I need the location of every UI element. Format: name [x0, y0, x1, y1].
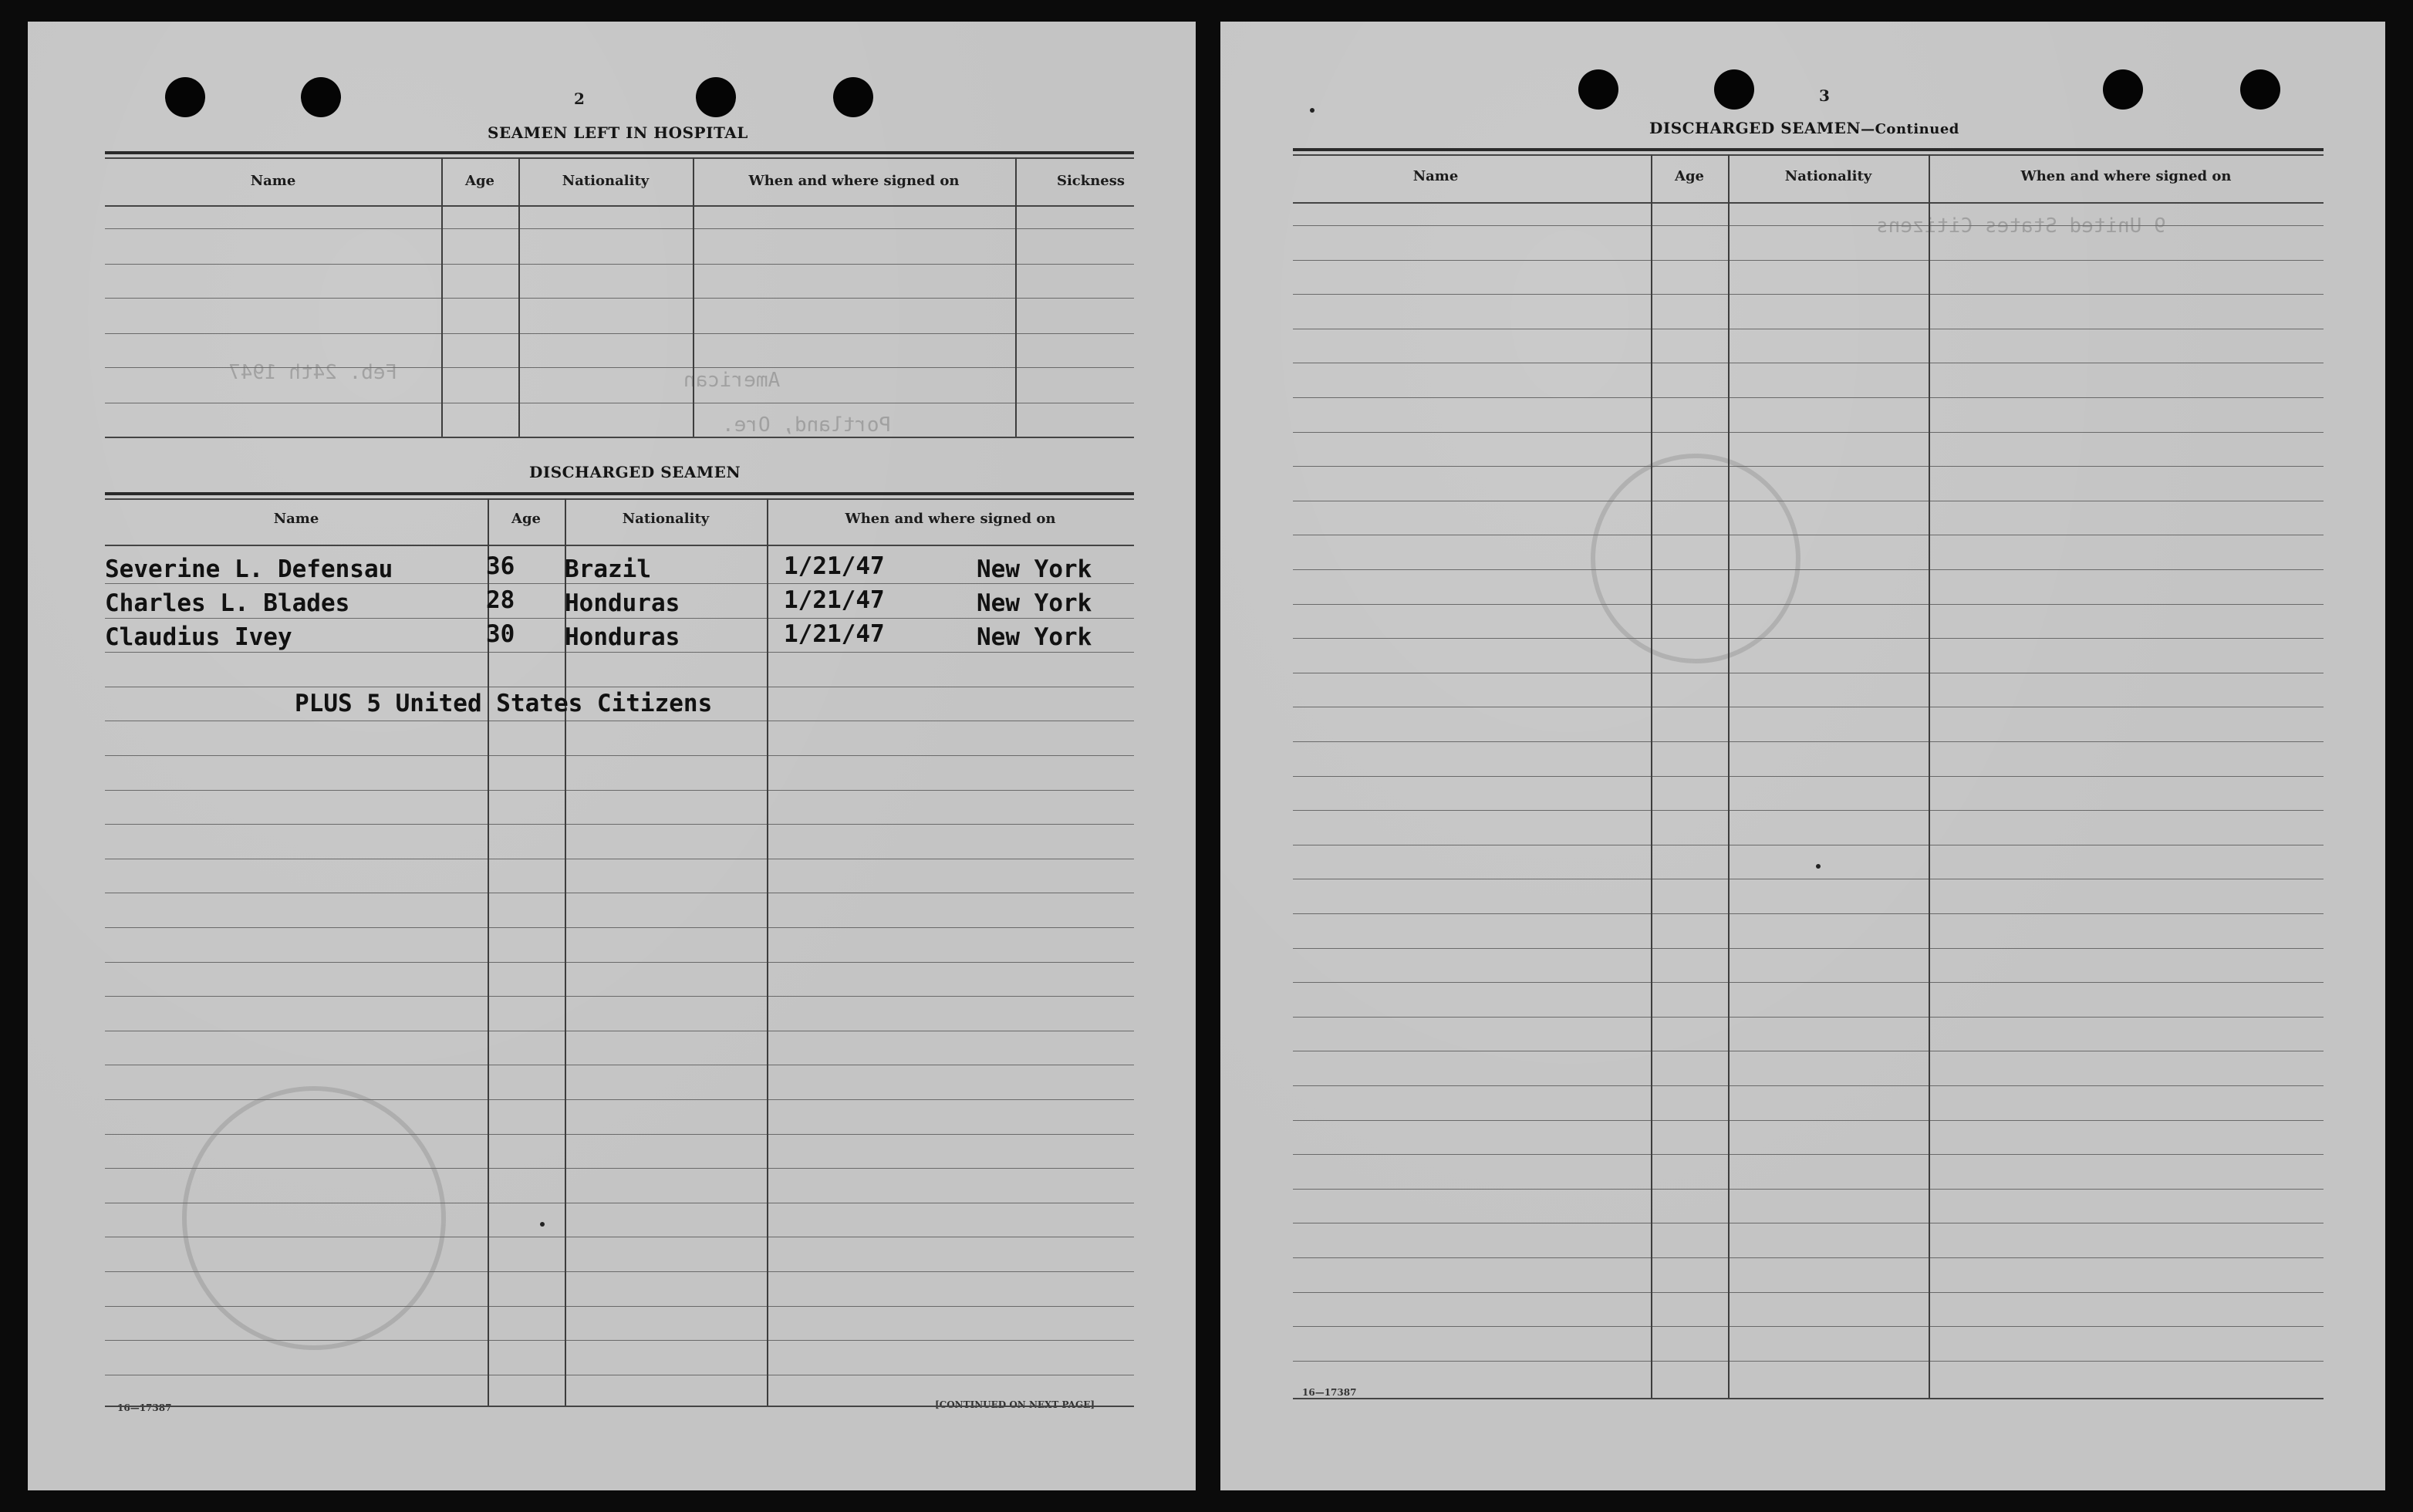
ink-speck — [1816, 864, 1821, 869]
ruled-line — [105, 790, 1134, 791]
ruled-line — [1293, 569, 2324, 570]
faint-stamp — [182, 1086, 446, 1350]
ruled-line — [1293, 810, 2324, 811]
signed-on-date: 1/21/47 — [784, 552, 885, 580]
ruled-line — [1293, 604, 2324, 605]
table-line — [105, 367, 1134, 368]
ruled-line — [1293, 948, 2324, 949]
column-header-nationality: Nationality — [1784, 168, 1872, 184]
divider — [105, 157, 1134, 159]
table-bottom — [105, 437, 1134, 438]
punch-hole — [1578, 69, 1618, 110]
column-divider — [1929, 154, 1930, 1398]
header-underline — [105, 205, 1134, 207]
column-divider — [1015, 157, 1017, 437]
right-page — [1220, 22, 2385, 1490]
seaman-age: 36 — [486, 552, 515, 580]
ruled-line — [1293, 397, 2324, 398]
seaman-nationality: Honduras — [565, 589, 680, 617]
ruled-line — [105, 1306, 1134, 1307]
column-divider — [693, 157, 694, 437]
ruled-line — [1293, 982, 2324, 983]
signed-on-place: New York — [977, 623, 1092, 651]
ruled-line — [1293, 1361, 2324, 1362]
divider — [105, 492, 1134, 495]
form-number: 16—17387 — [1302, 1387, 1357, 1398]
header-underline — [105, 545, 1134, 546]
ruled-line — [1293, 776, 2324, 777]
ruled-line — [1293, 466, 2324, 467]
column-header-age: Age — [511, 511, 541, 527]
punch-hole — [833, 77, 873, 117]
left-page — [28, 22, 1196, 1490]
ruled-line — [105, 996, 1134, 997]
seaman-name: Claudius Ivey — [105, 623, 292, 651]
ruled-line — [105, 1099, 1134, 1100]
column-header-nationality: Nationality — [562, 173, 650, 189]
ruled-line — [1293, 1292, 2324, 1293]
column-header-name: Name — [1412, 168, 1459, 184]
table-line — [105, 333, 1134, 334]
column-header-signed-on: When and where signed on — [748, 173, 960, 189]
section-title-main: DISCHARGED SEAMEN — [1649, 119, 1861, 137]
ruled-line — [1293, 294, 2324, 295]
ruled-line — [1293, 1326, 2324, 1327]
ruled-line — [105, 583, 1134, 584]
ruled-line — [1293, 432, 2324, 433]
column-divider — [441, 157, 443, 437]
column-divider — [1651, 154, 1652, 1398]
column-divider — [1728, 154, 1730, 1398]
ruled-line — [105, 1271, 1134, 1272]
column-header-signed-on: When and where signed on — [845, 511, 1056, 527]
column-header-name: Name — [250, 173, 296, 189]
discharged-continued-title — [1649, 119, 1959, 137]
bleed-through-mark: American — [683, 369, 781, 392]
seaman-age: 30 — [486, 620, 515, 648]
header-underline — [1293, 202, 2324, 204]
continued-note: [CONTINUED ON NEXT PAGE] — [935, 1399, 1095, 1410]
column-header-nationality: Nationality — [622, 511, 710, 527]
discharged-section-title: DISCHARGED SEAMEN — [529, 463, 741, 481]
signed-on-place: New York — [977, 589, 1092, 617]
column-header-age: Age — [1674, 168, 1704, 184]
seaman-age: 28 — [486, 586, 515, 614]
punch-hole — [1714, 69, 1754, 110]
punch-hole — [301, 77, 341, 117]
ruled-line — [1293, 741, 2324, 742]
seaman-name: Severine L. Defensau — [105, 555, 393, 583]
ink-speck — [1310, 108, 1314, 113]
ruled-line — [105, 824, 1134, 825]
ruled-line — [1293, 1257, 2324, 1258]
ruled-line — [1293, 260, 2324, 261]
punch-hole — [696, 77, 736, 117]
punch-hole — [2240, 69, 2280, 110]
bleed-through-mark: 9 United States Citizens — [1876, 214, 2166, 238]
column-header-sickness: Sickness — [1056, 173, 1126, 189]
seaman-nationality: Brazil — [565, 555, 651, 583]
bleed-through-mark: Feb. 24th 1947 — [228, 361, 398, 384]
divider — [1293, 148, 2324, 151]
divider — [105, 498, 1134, 500]
ruled-line — [105, 1340, 1134, 1341]
column-header-signed-on: When and where signed on — [2020, 168, 2232, 184]
punch-hole — [165, 77, 205, 117]
hospital-section-title: SEAMEN LEFT IN HOSPITAL — [488, 123, 748, 142]
table-line — [105, 228, 1134, 229]
signed-on-place: New York — [977, 555, 1092, 583]
ruled-line — [105, 755, 1134, 756]
table-bottom — [105, 1406, 1134, 1407]
column-divider — [518, 157, 520, 437]
faint-stamp — [1591, 454, 1800, 663]
ruled-line — [1293, 225, 2324, 226]
plus-citizens-note: PLUS 5 United States Citizens — [295, 690, 713, 717]
column-divider — [767, 498, 768, 1406]
ruled-line — [1293, 1120, 2324, 1121]
section-title-suffix: —Continued — [1861, 121, 1959, 137]
page-number: 3 — [1819, 86, 1830, 105]
ruled-line — [105, 927, 1134, 928]
page-number: 2 — [574, 89, 585, 108]
table-line — [105, 298, 1134, 299]
ruled-line — [105, 618, 1134, 619]
column-header-name: Name — [273, 511, 319, 527]
punch-hole — [2103, 69, 2143, 110]
signed-on-date: 1/21/47 — [784, 620, 885, 648]
divider — [1293, 154, 2324, 156]
signed-on-date: 1/21/47 — [784, 586, 885, 614]
ruled-line — [1293, 1017, 2324, 1018]
ruled-line — [105, 962, 1134, 963]
seaman-nationality: Honduras — [565, 623, 680, 651]
ruled-line — [105, 652, 1134, 653]
table-line — [105, 264, 1134, 265]
ruled-line — [1293, 1085, 2324, 1086]
form-number: 16—17387 — [117, 1402, 172, 1413]
ruled-line — [1293, 1189, 2324, 1190]
ruled-line — [1293, 638, 2324, 639]
bleed-through-mark: Portland, Ore. — [722, 413, 892, 437]
ruled-line — [105, 1134, 1134, 1135]
ruled-line — [1293, 1154, 2324, 1155]
divider — [105, 151, 1134, 154]
ruled-line — [105, 1168, 1134, 1169]
ruled-line — [1293, 913, 2324, 914]
seaman-name: Charles L. Blades — [105, 589, 350, 617]
table-bottom — [1293, 1398, 2324, 1399]
column-header-age: Age — [464, 173, 494, 189]
ink-speck — [540, 1222, 545, 1227]
